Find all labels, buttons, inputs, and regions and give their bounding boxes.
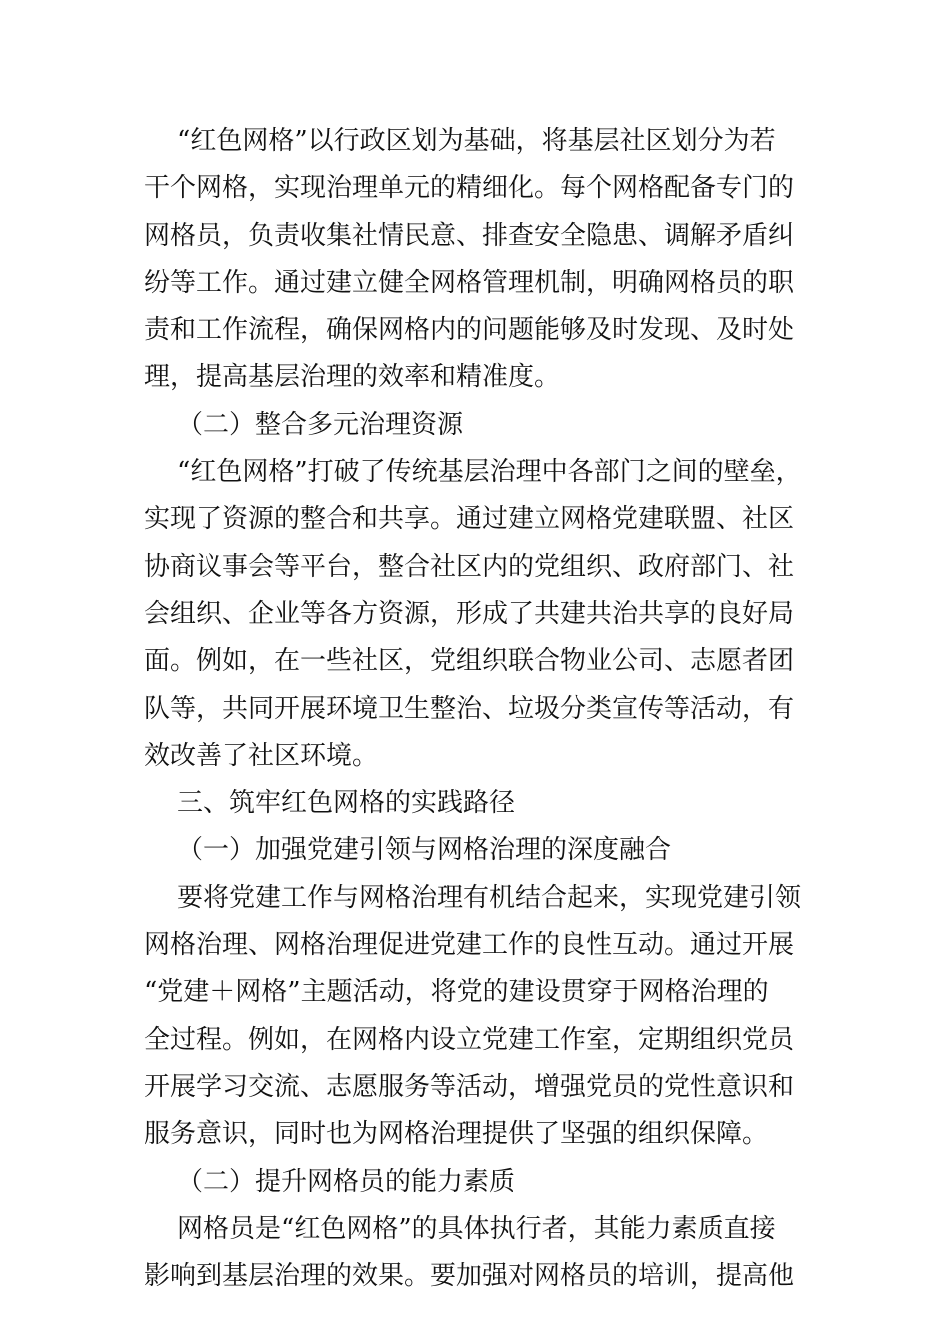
text-line: 开展学习交流、志愿服务等活动，增强党员的党性意识和 [144,1071,795,1102]
text-line: 干个网格，实现治理单元的精细化。每个网格配备专门的 [144,173,795,204]
text-line: 纷等工作。通过建立健全网格管理机制，明确网格员的职 [144,267,795,298]
text-line: （二）提升网格员的能力素质 [144,1166,516,1197]
text-line: 网格员是“红色网格”的具体执行者，其能力素质直接 [144,1213,776,1244]
text-line: “红色网格”打破了传统基层治理中各部门之间的壁垒， [144,457,802,488]
text-line: 服务意识，同时也为网格治理提供了坚强的组织保障。 [144,1119,769,1150]
text-line: 面。例如，在一些社区，党组织联合物业公司、志愿者团 [144,646,795,677]
text-line: 会组织、企业等各方资源，形成了共建共治共享的良好局 [144,598,795,629]
text-line: 网格员，负责收集社情民意、排查安全隐患、调解矛盾纠 [144,220,795,251]
text-line: 理，提高基层治理的效率和精准度。 [144,362,561,393]
text-line: 实现了资源的整合和共享。通过建立网格党建联盟、社区 [144,504,795,535]
text-line: 全过程。例如，在网格内设立党建工作室，定期组织党员 [144,1024,795,1055]
text-line: 效改善了社区环境。 [144,740,379,771]
document-body [144,118,814,1300]
text-line: （一）加强党建引领与网格治理的深度融合 [144,835,672,866]
text-line: “红色网格”以行政区划为基础，将基层社区划分为若 [144,126,776,156]
text-line: 影响到基层治理的效果。要加强对网格员的培训，提高他 [144,1261,795,1292]
text-line: “党建＋网格”主题活动，将党的建设贯穿于网格治理的 [144,977,769,1008]
text-line: 责和工作流程，确保网格内的问题能够及时发现、及时处 [144,315,795,346]
text-line: 网格治理、网格治理促进党建工作的良性互动。通过开展 [144,930,795,961]
text-line: 三、筑牢红色网格的实践路径 [144,788,516,819]
text-line: 要将党建工作与网格治理有机结合起来，实现党建引领 [144,882,802,913]
text-line: （二）整合多元治理资源 [144,409,464,440]
text-line: 协商议事会等平台，整合社区内的党组织、政府部门、社 [144,551,795,582]
text-line: 队等，共同开展环境卫生整治、垃圾分类宣传等活动，有 [144,693,795,724]
